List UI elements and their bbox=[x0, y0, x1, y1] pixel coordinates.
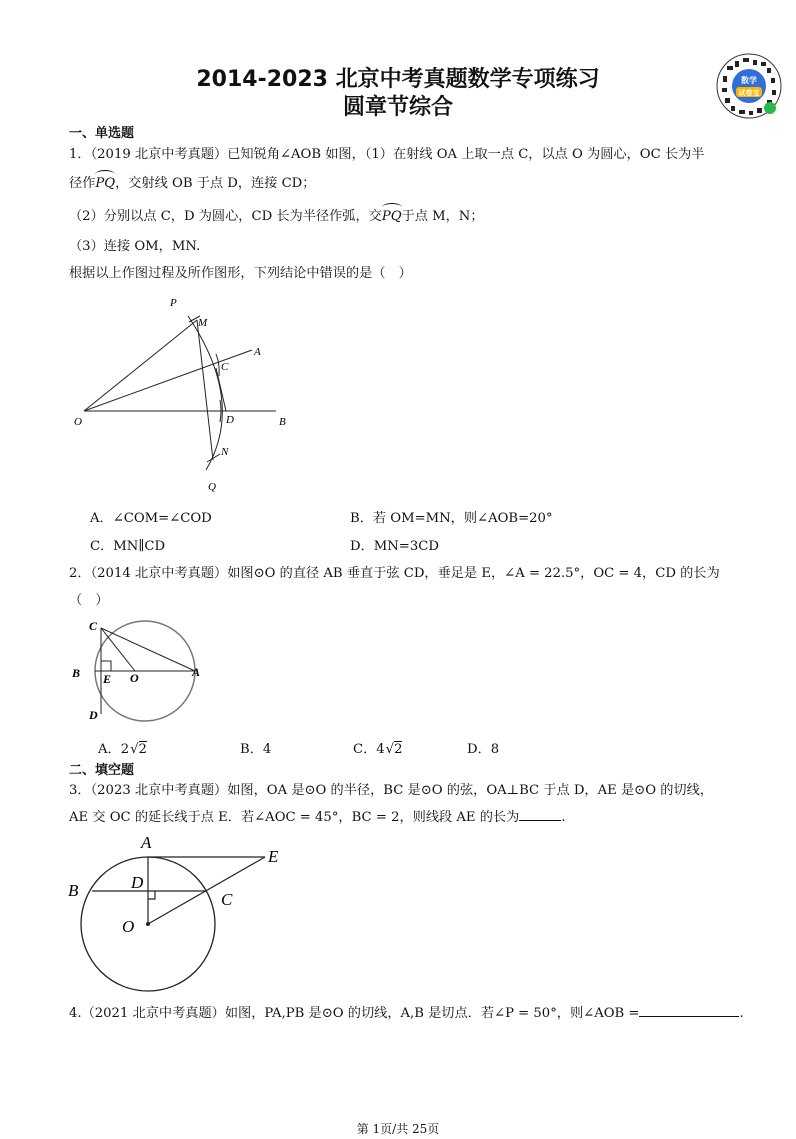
q3-line-2: AE 交 OC 的延长线于点 E．若∠AOC = 45°，BC = 2，则线段 AE 的长为 . bbox=[69, 810, 566, 825]
q3-label-o: O bbox=[122, 917, 135, 936]
q2-line-2: （ ） bbox=[69, 593, 109, 608]
q1-line-5: 根据以上作图过程及所作图形，下列结论中错误的是（ ） bbox=[69, 266, 412, 281]
q2-figure bbox=[70, 614, 210, 726]
q1-option-a: A．∠COM=∠COD bbox=[90, 511, 212, 526]
q1-label-b: B bbox=[279, 416, 286, 428]
q1-label-o: O bbox=[74, 416, 82, 428]
q1-line-1: 1．（2019 北京中考真题）已知锐角∠AOB 如图，（1）在射线 OA 上取一点 C，以点 O 为圆心，OC 长为半 bbox=[69, 147, 705, 162]
qr-text-top: 数学 bbox=[741, 76, 757, 85]
q1-option-c: C．MN∥CD bbox=[90, 539, 166, 554]
q1-figure bbox=[70, 292, 300, 497]
page-footer: 第 1页/共 25页 bbox=[356, 1122, 440, 1136]
q2-label-a: A bbox=[192, 665, 201, 679]
page-subtitle: 圆章节综合 bbox=[342, 95, 453, 120]
q1-option-b: B．若 OM=MN，则∠AOB=20° bbox=[350, 511, 553, 526]
q4-answer-blank bbox=[639, 1016, 739, 1017]
q2-option-c: C．4√2 bbox=[353, 742, 403, 757]
q1-line-2: 径作PQ，交射线 OB 于点 D，连接 CD； bbox=[69, 176, 316, 191]
q2-label-d: D bbox=[89, 708, 98, 722]
qr-text-bottom: 试卷宝 bbox=[738, 89, 760, 97]
q3-label-a: A bbox=[141, 833, 152, 852]
q2-option-a: A．2√2 bbox=[98, 742, 147, 757]
section-heading-single-choice: 一、单选题 bbox=[69, 126, 135, 141]
q1-label-a: A bbox=[254, 346, 261, 358]
q2-label-o: O bbox=[130, 671, 139, 685]
q3-figure bbox=[64, 832, 294, 992]
q2-label-b: B bbox=[72, 666, 81, 680]
q4-line-1: 4.（2021 北京中考真题）如图，PA,PB 是⊙O 的切线，A,B 是切点．若∠P = 50°，则∠AOB = . bbox=[69, 1006, 744, 1021]
q1-label-m: M bbox=[198, 317, 208, 329]
q3-line-1: 3．（2023 北京中考真题）如图，OA 是⊙O 的半径，BC 是⊙O 的弦，OA⊥BC 于点 D，AE 是⊙O 的切线， bbox=[69, 783, 713, 798]
section-heading-fill-in: 二、填空题 bbox=[69, 763, 135, 778]
arc-pq-2: PQ bbox=[381, 209, 402, 224]
q2-option-d: D．8 bbox=[467, 742, 500, 757]
q3-label-c: C bbox=[221, 890, 233, 909]
q3-label-b: B bbox=[68, 881, 79, 900]
q1-line-4: （3）连接 OM，MN. bbox=[69, 239, 201, 254]
arc-pq-1: PQ bbox=[95, 176, 116, 191]
q1-label-p: P bbox=[170, 297, 177, 309]
q3-answer-blank bbox=[519, 820, 561, 821]
qr-logo bbox=[715, 52, 783, 120]
q2-option-b: B．4 bbox=[240, 742, 272, 757]
q1-line-3: （2）分别以点 C，D 为圆心，CD 长为半径作弧，交PQ于点 M，N； bbox=[69, 209, 484, 224]
q1-label-n: N bbox=[221, 446, 229, 458]
q2-line-1: 2．（2014 北京中考真题）如图⊙O 的直径 AB 垂直于弦 CD，垂足是 E，∠A = 22.5°，OC = 4，CD 的长为 bbox=[69, 566, 720, 581]
q2-label-e: E bbox=[103, 672, 112, 686]
q1-label-c: C bbox=[221, 361, 229, 373]
q1-label-d: D bbox=[226, 414, 234, 426]
q3-label-d: D bbox=[131, 873, 144, 892]
page-title: 2014-2023 北京中考真题数学专项练习 bbox=[196, 67, 600, 92]
q3-label-e: E bbox=[268, 847, 279, 866]
q1-option-d: D．MN=3CD bbox=[350, 539, 439, 554]
q2-label-c: C bbox=[89, 619, 98, 633]
q1-label-q: Q bbox=[208, 481, 216, 493]
